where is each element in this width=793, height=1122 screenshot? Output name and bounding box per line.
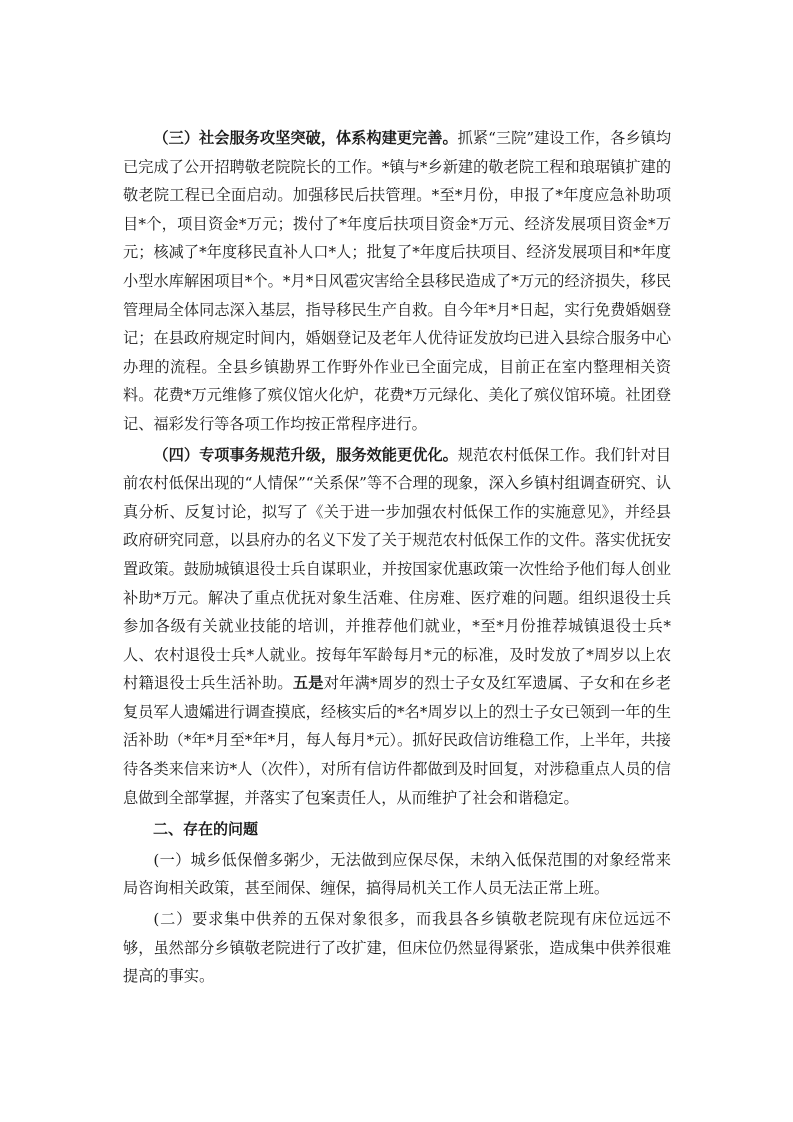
paragraph-section-4 [123, 441, 671, 813]
heading-existing-problems: 二、存在的问题 [153, 820, 259, 839]
paragraph-section-3 [123, 124, 671, 439]
section-3-body: 抓紧“三院”建设工作，各乡镇均已完成了公开招聘敬老院院长的工作。*镇与*乡新建的敬老院工程和琅琚镇扩建的敬老院工程已全面启动。加强移民后扶管理。*至*月份，申报了*年度应急补助项目*个，项目资金*万元；拨付了*年度后扶项目资金*万元、经济发展项目资金*万元；核减了*年度移民直补人口*人；批复了*年度后扶项目、经济发展项目和*年度小型水库解困项目*个。*月*日风雹灾害给全县移民造成了*万元的经济损失，移民管理局全体同志深入基层，指导移民生产自救。自今年*月*日起，实行免费婚姻登记；在县政府规定时间内，婚姻登记及老年人优待证发放均已进入县综合服务中心办理的流程。全县乡镇勘界工作野外作业已全面完成，目前正在室内整理相关资料。花费*万元维修了殡仪馆火化炉，花费*万元绿化、美化了殡仪馆环境。社团登记、福彩发行等各项工作均按正常程序进行。 [123, 129, 672, 433]
section-4-body-part1: 规范农村低保工作。我们针对目前农村低保出现的“人情保”“关系保”等不合理的现象，深入乡镇村组调查研究、认真分析、反复讨论，拟写了《关于进一步加强农村低保工作的实施意见》，并经县政府研究同意，以县府办的名义下发了关于规范农村低保工作的文件。落实优抚安置政策。鼓励城镇退役士兵自谋职业，并按国家优惠政策一次性给予他们每人创业补助*万元。解决了重点优抚对象生活难、住房难、医疗难的问题。组织退役士兵参加各级有关就业技能的培训，并推荐他们就业，*至*月份推荐城镇退役士兵*人、农村退役士兵*人就业。按每年军龄每月*元的标准，及时发放了*周岁以上农村籍退役士兵生活补助。 [123, 445, 672, 693]
paragraph-problem-2: (二）要求集中供养的五保对象很多，而我县各乡镇敬老院现有床位远远不够，虽然部分乡镇敬老院进行了改扩建，但床位仍然显得紧张，造成集中供养很难提高的事实。 [123, 910, 671, 986]
paragraph-problem-1: (一）城乡低保僧多粥少，无法做到应保尽保，未纳入低保范围的对象经常来局咨询相关政策，甚至闹保、缠保，搞得局机关工作人员无法正常上班。 [123, 850, 671, 898]
section-4-lead: （四）专项事务规范升级，服务效能更优化。 [153, 445, 458, 464]
section-3-lead: （三）社会服务攻坚突破，体系构建更完善。 [153, 129, 458, 147]
document-page [123, 124, 671, 991]
section-4-body-part2: 对年满*周岁的烈士子女及红军遗属、子女和在乡老复员军人遗孀进行调查摸底，经核实后的*名*周岁以上的烈士子女已领到一年的生活补助（*年*月至*年*月，每人每月*元）。抓好民政信访维稳工作，上半年，共接待各类来信来访*人（次件），对所有信访件都做到及时回复，对涉稳重点人员的信息做到全部掌握，并落实了包案责任人，从而维护了社会和谐稳定。 [123, 674, 672, 807]
section-4-bold-marker: 五是 [292, 674, 324, 693]
